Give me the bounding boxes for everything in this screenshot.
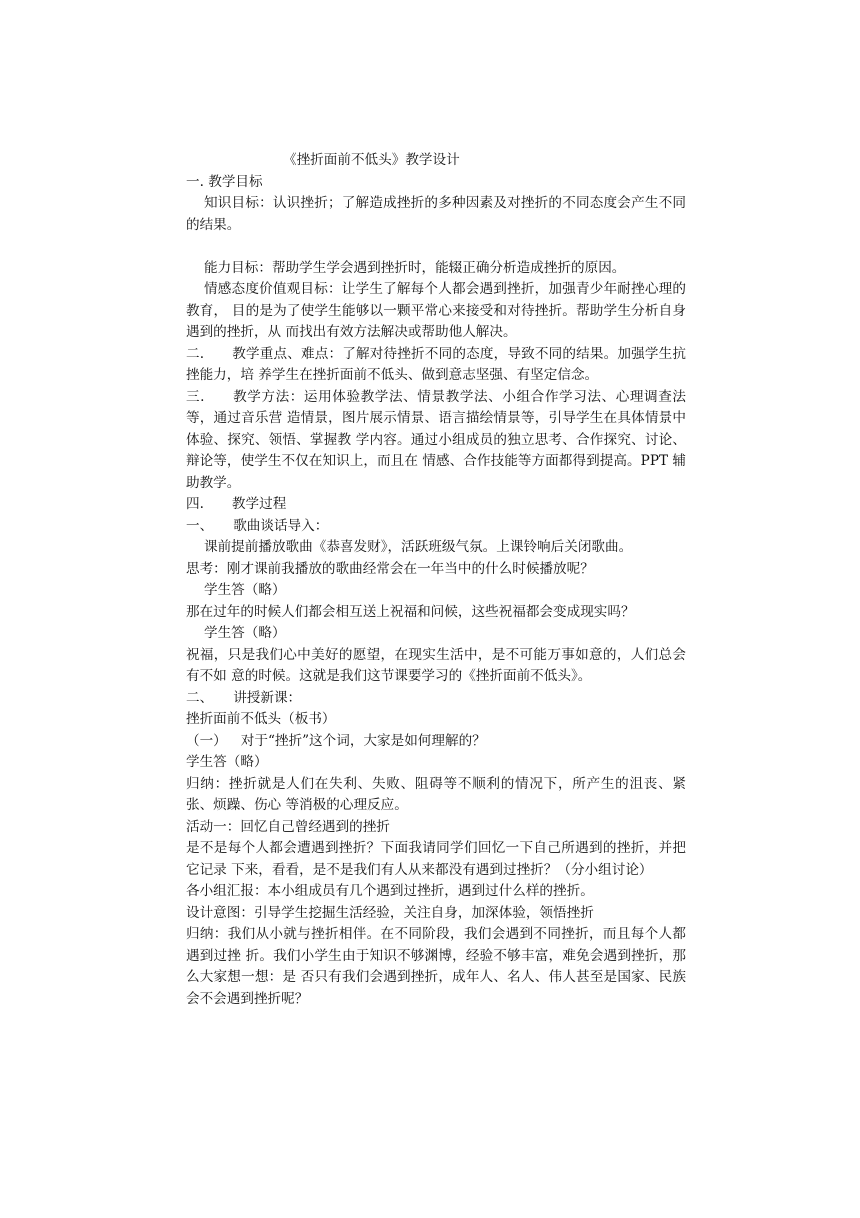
- subsection-text: 对于“挫折”这个词，大家是如何理解的？: [240, 732, 486, 749]
- section-number: 二.: [186, 345, 205, 362]
- paragraph: 是不是每个人都会遭遇到挫折？下面我请同学们回忆一下自己所遇到的挫折，并把它记录 下来，看看，是不是我们有人从来都没有遇到过挫折？（分小组讨论）: [186, 840, 686, 878]
- paragraph: 学生答（略）: [186, 754, 268, 770]
- paragraph: 情感态度价值观目标：让学生了解每个人都会遇到挫折，加强青少年耐挫心理的教育， 目的是为了使学生能够以一颗平常心来接受和对待挫折。帮助学生分析自身遇到的挫折，从 而找出有效方法解决或帮助他人解决。: [186, 281, 686, 340]
- paragraph: 那在过年的时候人们都会相互送上祝福和问候，这些祝福都会变成现实吗？: [186, 603, 635, 620]
- paragraph: 设计意图：引导学生挖掘生活经验，关注自身，加深体验，领悟挫折: [186, 904, 594, 921]
- section-text: 教学方法：运用体验教学法、情景教学法、小组合作学习法、心理调查法等，通过音乐营 造情景，图片展示情景、语言描绘情景等，引导学生在具体情景中体验、探究、领悟、掌握教 学内容。通过小组成员的独立思考、合作探究、讨论、辩论等，使学生不仅在知识上，而且在 情感、合作技能等方面都得到提高。PPT 辅助教学。: [186, 388, 686, 491]
- paragraph: 归纳：我们从小就与挫折相伴。在不同阶段，我们会遇到不同挫折，而且每个人都遇到过挫 折。我们小学生由于知识不够渊博，经验不够丰富，难免会遇到挫折，那么大家想一想：是 否只有我们会遇到挫折，成年人、名人、伟人甚至是国家、民族会不会遇到挫折呢？: [186, 926, 686, 1007]
- paragraph: 知识目标：认识挫折；了解造成挫折的多种因素及对挫折的不同态度会产生不同的结果。: [186, 195, 686, 233]
- section-paragraph: [186, 387, 686, 495]
- subsection-number: （一）: [186, 732, 227, 749]
- paragraph: 思考：刚才课前我播放的歌曲经常会在一年当中的什么时候播放呢？: [186, 560, 594, 577]
- paragraph: 课前提前播放歌曲《恭喜发财》，活跃班级气氛。上课铃响后关闭歌曲。: [204, 539, 633, 555]
- paragraph: 归纳：挫折就是人们在失利、失败、阻碍等不顺利的情况下，所产生的沮丧、紧张、烦躁、伤心 等消极的心理反应。: [186, 775, 686, 813]
- paragraph: 学生答（略）: [204, 625, 286, 641]
- section-text: 教学重点、难点：了解对待挫折不同的态度，导致不同的结果。加强学生抗挫能力，培 养学生在挫折面前不低头、做到意志坚强、有坚定信念。: [186, 345, 686, 383]
- section-paragraph: [186, 344, 686, 387]
- section-heading: [186, 494, 686, 516]
- paragraph: 学生答（略）: [204, 582, 286, 598]
- paragraph: 各小组汇报：本小组成员有几个遇到过挫折，遇到过什么样的挫折。: [186, 883, 594, 899]
- subsection-number: 二、: [186, 689, 214, 706]
- subsection-number: 一、: [186, 517, 214, 534]
- blank-line: [186, 236, 686, 258]
- section-text: 教学过程: [231, 496, 287, 512]
- subsection-heading: [186, 688, 686, 710]
- paragraph: 能力目标：帮助学生学会遇到挫折时，能辍正确分析造成挫折的原因。: [204, 259, 626, 276]
- subsection-text: 歌曲谈话导入：: [233, 517, 329, 534]
- paragraph: 活动一：回忆自己曾经遇到的挫折: [186, 818, 390, 835]
- document-body: [186, 150, 686, 1010]
- document-title: 《挫折面前不低头》教学设计: [283, 152, 460, 168]
- paragraph: 祝福，只是我们心中美好的愿望，在现实生活中，是不可能万事如意的，人们总会有不如 意的时候。这就是我们这节课要学习的《挫折面前不低头》。: [186, 646, 686, 684]
- section-number: 四.: [186, 496, 204, 512]
- section-heading: 一. 教学目标: [186, 173, 263, 190]
- subsection-heading: [186, 731, 686, 753]
- paragraph: 挫折面前不低头（板书）: [186, 711, 336, 727]
- section-number: 三.: [186, 388, 205, 405]
- subsection-text: 讲授新课：: [233, 689, 302, 706]
- subsection-heading: [186, 516, 686, 538]
